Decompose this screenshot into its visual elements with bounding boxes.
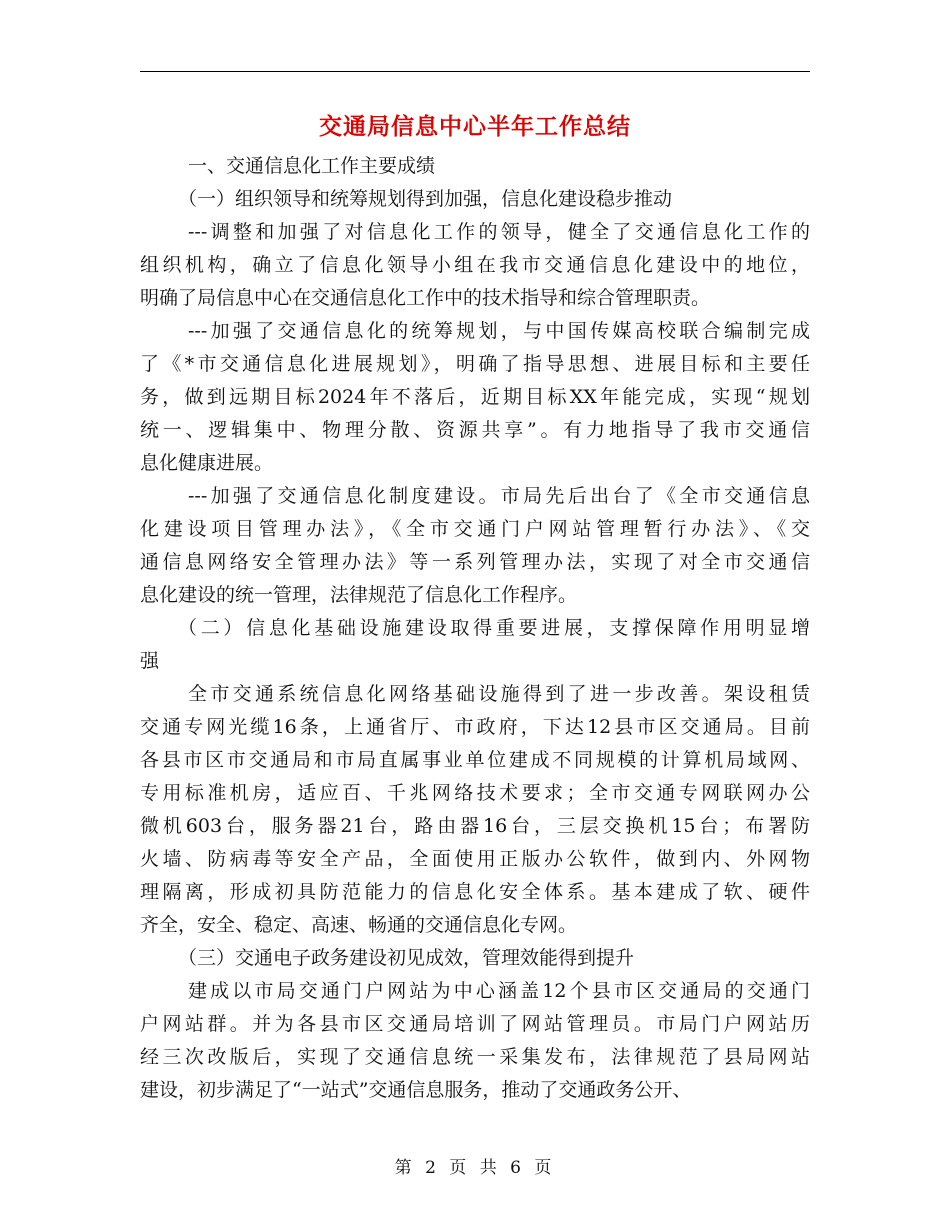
text-line: 组织机构，确立了信息化领导小组在我市交通信息化建设中的地位， [140,254,810,276]
header-rule [140,71,810,72]
text-line: 一、交通信息化工作主要成绩 [188,155,436,177]
text-line: 经三次改版后，实现了交通信息统一采集发布，法律规范了县局网站 [140,1046,810,1068]
text-line: 齐全，安全、稳定、高速、畅通的交通信息化专网。 [140,914,578,936]
text-line: 通信息网络安全管理办法》等一系列管理办法，实现了对全市交通信 [140,551,810,573]
text-line: ---加强了交通信息化的统筹规划，与中国传媒高校联合编制完成 [188,320,810,342]
text-line: 统一、逻辑集中、物理分散、资源共享”。有力地指导了我市交通信 [140,419,810,441]
text-line: 建设，初步满足了“一站式”交通信息服务，推动了交通政务公开、 [140,1079,692,1101]
text-line: 强 [140,650,160,672]
text-line: 火墙、防病毒等安全产品，全面使用正版办公软件，做到内、外网物 [140,848,810,870]
text-line: （三）交通电子政务建设初见成效，管理效能得到提升 [178,947,635,969]
text-line: 专用标准机房，适应百、千兆网络技术要求；全市交通专网联网办公 [140,782,810,804]
text-line: 建成以市局交通门户网站为中心涵盖12个县市区交通局的交通门 [188,980,810,1002]
text-line: 各县市区市交通局和市局直属事业单位建成不同规模的计算机局域网、 [140,749,810,771]
text-line: 交通专网光缆16条，上通省厅、市政府，下达12县市区交通局。目前 [140,716,810,738]
page-footer: 第 2 页 共 6 页 [394,1158,556,1178]
text-line: 理隔离，形成初具防范能力的信息化安全体系。基本建成了软、硬件 [140,881,810,903]
text-line: 户网站群。并为各县市区交通局培训了网站管理员。市局门户网站历 [140,1013,810,1035]
text-line: 全市交通系统信息化网络基础设施得到了进一步改善。架设租赁 [188,683,810,705]
text-line: （一）组织领导和统筹规划得到加强，信息化建设稳步推动 [178,188,673,210]
text-line: 息化建设的统一管理，法律规范了信息化工作程序。 [140,584,578,606]
text-line: ---加强了交通信息化制度建设。市局先后出台了《全市交通信息 [188,485,810,507]
text-line: 息化健康进展。 [140,452,274,474]
text-line: 务，做到远期目标2024年不落后，近期目标XX年能完成，实现“规划 [140,386,810,408]
text-line: 化建设项目管理办法》，《全市交通门户网站管理暂行办法》、《交 [140,518,810,540]
text-line: 微机603台，服务器21台，路由器16台，三层交换机15台；布署防 [140,815,810,837]
text-line: （二）信息化基础设施建设取得重要进展，支撑保障作用明显增 [178,617,810,639]
document-body [140,150,810,1107]
text-line: 明确了局信息中心在交通信息化工作中的技术指导和综合管理职责。 [140,287,711,309]
text-line: 了《*市交通信息化进展规划》，明确了指导思想、进展目标和主要任 [140,353,810,375]
text-line: ---调整和加强了对信息化工作的领导，健全了交通信息化工作的 [188,221,810,243]
document-title: 交通局信息中心半年工作总结 [319,114,631,140]
